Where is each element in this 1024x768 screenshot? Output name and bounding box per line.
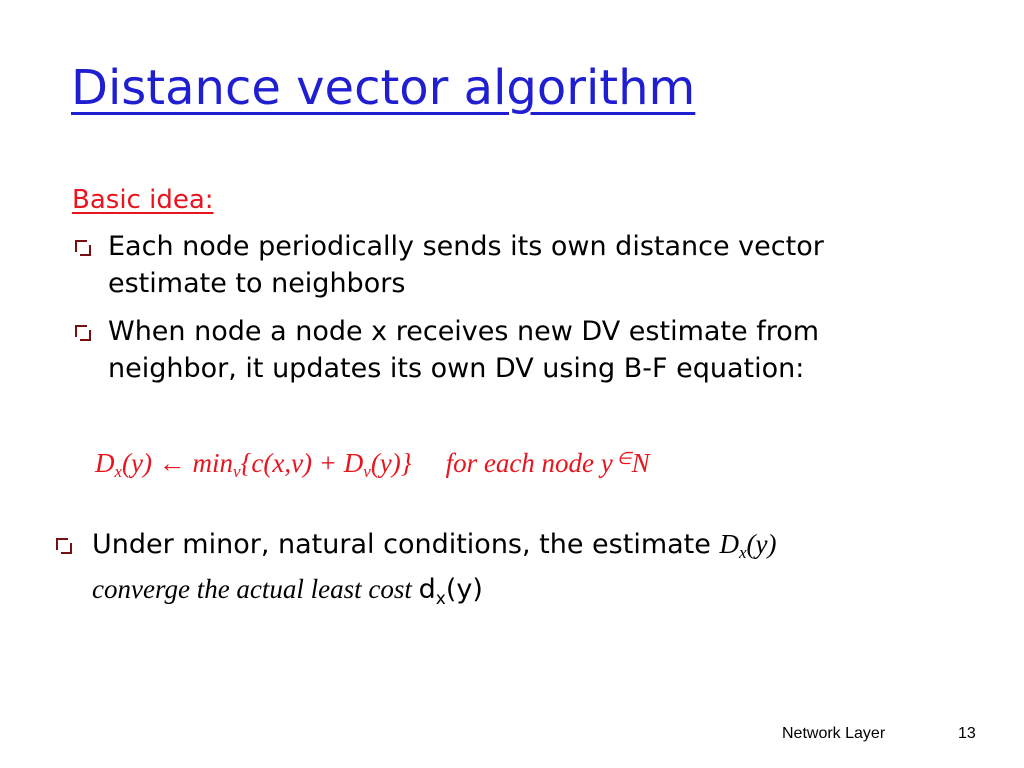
bullet-item-2 [75,313,875,387]
eq-v-sub: v [233,462,241,481]
square-bullet-icon [75,240,87,252]
eq-d: D [95,448,115,478]
eq-body: {c(x,v) + D [240,448,364,478]
least-cost-expression [418,574,483,609]
bullet-item-1 [75,228,875,302]
eq-tail: (y)} [370,448,412,478]
page-number: 13 [958,725,976,742]
bullet3-prefix: Under minor, natural conditions, the estimate [92,529,720,560]
element-of-icon: ∈ [616,449,632,468]
est-d: D [719,529,739,559]
eq-set: N [631,448,650,478]
slide-title: Distance vector algorithm [71,60,696,116]
bullet3-middle: converge the actual least cost [92,574,419,604]
square-bullet-icon [75,325,87,337]
eq-v-sub-2: v [363,462,371,481]
bullet-text-2: When node a node x receives new DV estimate from neighbor, it updates its own DV using B-F equation: [108,316,820,384]
eq-arg: (y) ← min [122,448,234,478]
lc-d: d [418,574,436,605]
lc-y: (y) [445,574,483,605]
estimate-expression [719,529,777,562]
bullet-text-1: Each node periodically sends its own distance vector estimate to neighbors [108,231,824,299]
square-bullet-icon [56,538,68,550]
bullet-item-3 [56,526,956,618]
eq-qualifier: for each node y [445,448,613,478]
eq-x-sub: x [114,462,123,481]
lc-sub: x [435,589,446,609]
est-y: (y) [746,529,777,559]
bullet-text-3 [92,526,956,618]
bellman-ford-equation [95,448,650,482]
footer-label: Network Layer [782,725,886,742]
est-sub: x [738,543,747,562]
slide-subtitle: Basic idea: [72,185,214,215]
